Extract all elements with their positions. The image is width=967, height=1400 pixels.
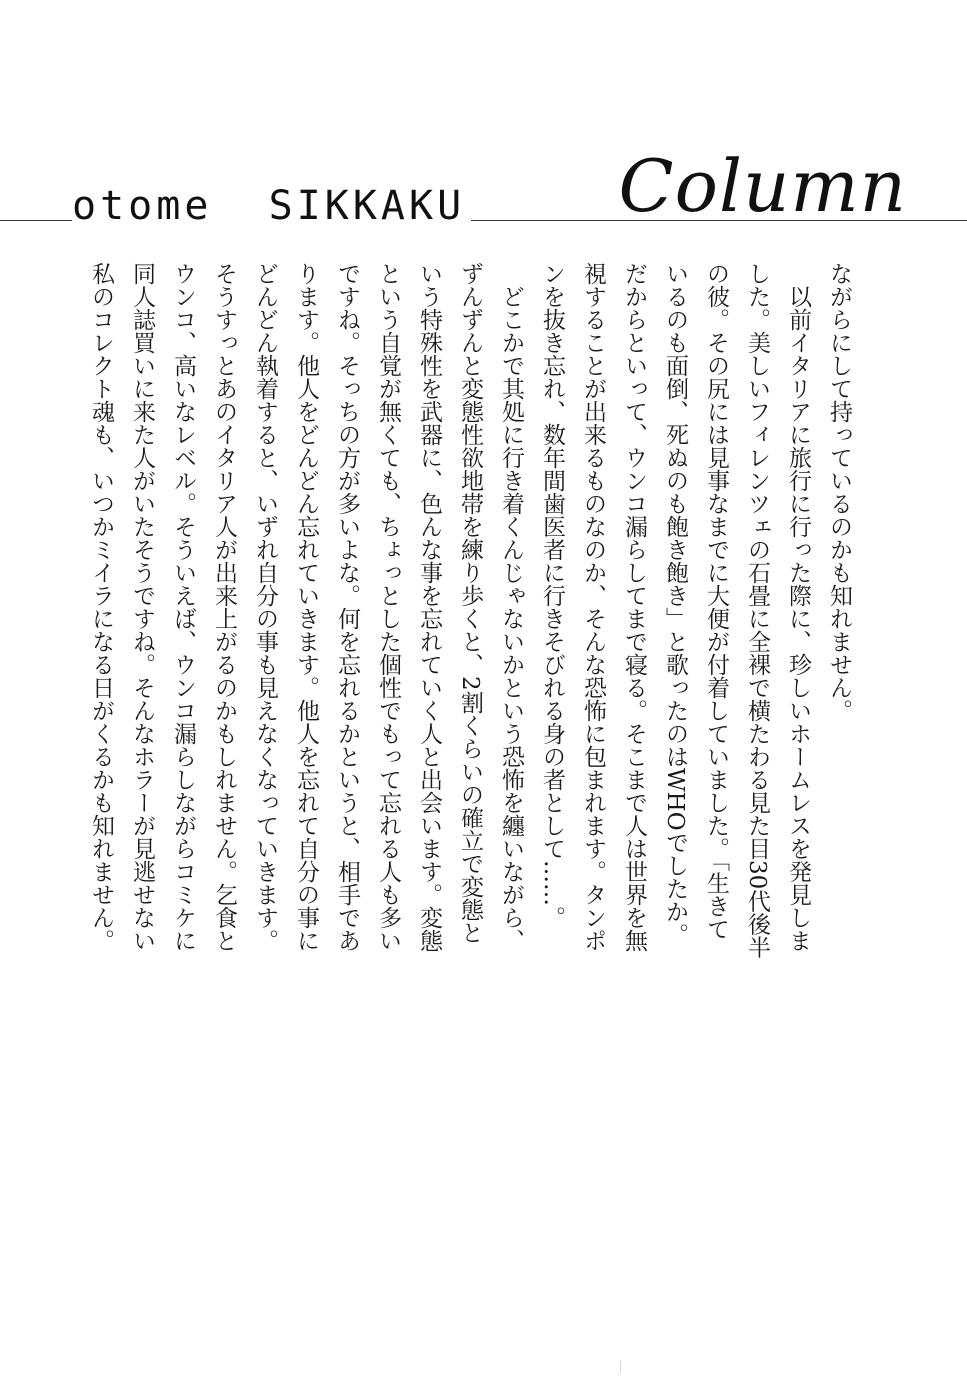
scan-mark <box>620 1360 621 1374</box>
paragraph: 以前イタリアに旅行に行った際に、珍しいホームレスを発見しました。美しいフィレンツェの石畳に全裸で横たわる見た目30代後半の彼。その尻には見事なまでに大便が付着していました。「生きているのも面倒、死ぬのも飽き飽き」と歌ったのはWHOでしたか。だからといって、ウンコ漏らしてまで寝る。そこまで人は世界を無視することが出来るものなのか、そんな恐怖に包まれます。タンポンを抜き忘れ、数年間歯医者に行きそびれる身の者として……。 <box>539 262 811 959</box>
column-body <box>80 262 859 962</box>
column-label: Column <box>618 144 907 228</box>
paragraph: ながらにして持っているのかも知れません。 <box>826 262 852 722</box>
header-title: otome SIKKAKU <box>72 186 471 226</box>
paragraph: どこかで其処に行き着くんじゃないかという恐怖を纏いながら、ずんずんと変態性欲地帯を練り歩くと、2割くらいの確立で変態という特殊性を武器に、色んな事を忘れていく人と出会います。変態という自覚が無くても、ちょっとした個性でもって忘れる人も多いですね。そっちの方が多いよな。何を忘れるかというと、相手であります。他人をどんどん忘れていきます。他人を忘れて自分の事にどんどん執着すると、いずれ自分の事も見えなくなっていきます。そうすっとあのイタリア人が出来上がるのかもしれません。乞食とウンコ、高いなレベル。そういえば、ウンコ漏らしながらコミケに同人誌買いに来た人がいたそうですね。そんなホラーが見逃せない私のコレクト魂も、いつかミイラになる日がくるかも知れません。 <box>88 262 524 952</box>
